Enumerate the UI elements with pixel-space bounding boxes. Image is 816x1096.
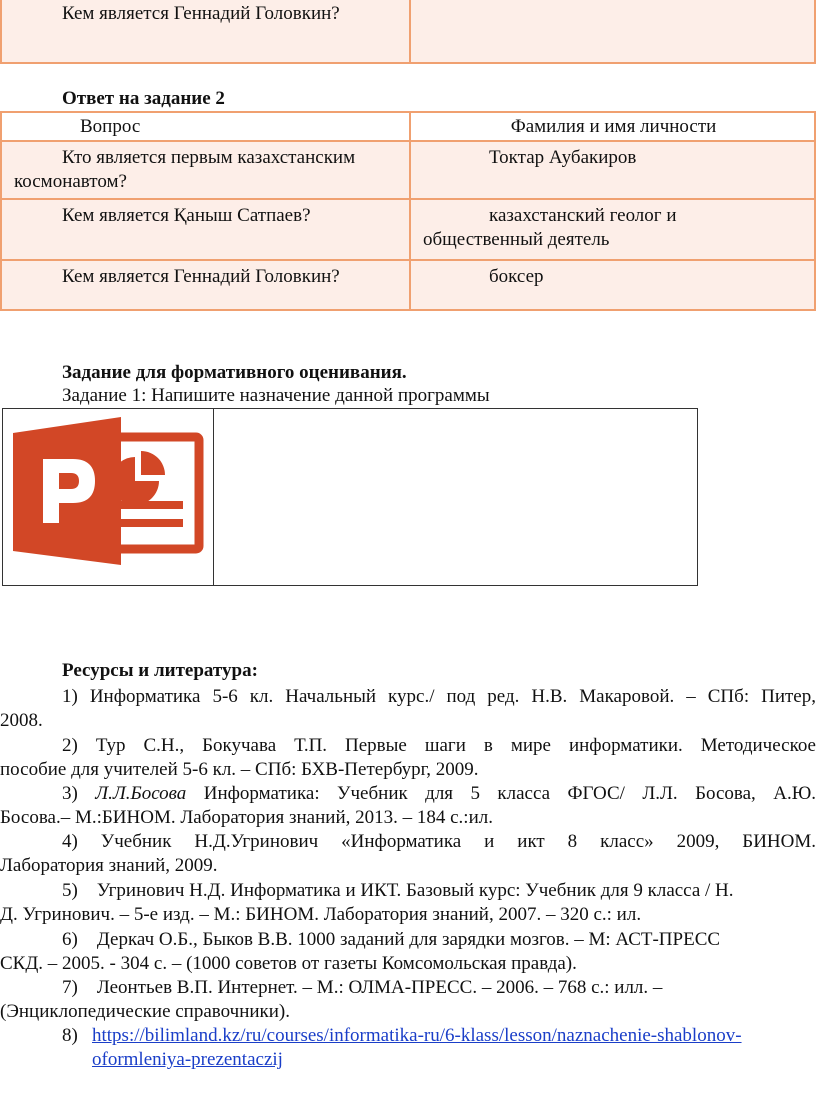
reference-item: 5) Угринович Н.Д. Информатика и ИКТ. Базовый курс: Учебник для 9 класса / Н. Д. Угринович. – 5-е изд. – М.: БИНОМ. Лаборатория знаний, 2007. – 320 с.: ил. [0, 880, 734, 925]
reference-item: 7) Леонтьев В.П. Интернет. – М.: ОЛМА-ПРЕСС. – 2006. – 768 с.: илл. – (Энциклопедические справочники). [0, 977, 663, 1022]
reference-item: 8) https://bilimland.kz/ru/courses/informatika-ru/6-klass/lesson/naznachenie-shablonov- oformleniya-prezentaczij [62, 1025, 742, 1070]
table-row [1, 0, 815, 63]
answer-cell [410, 0, 815, 63]
question-cell: Кто является первым казахстанским космонавтом? [1, 141, 410, 199]
answer-table [0, 111, 816, 311]
formative-heading: Задание для формативного оценивания. [62, 362, 407, 383]
table-row [1, 260, 815, 310]
powerpoint-logo-icon [9, 415, 209, 565]
table-header-row [1, 112, 815, 141]
answer-cell: боксер [410, 260, 815, 310]
table-row [1, 141, 815, 199]
question-table-top [0, 0, 816, 64]
bilimland-link[interactable]: https://bilimland.kz/ru/courses/informatika-ru/6-klass/lesson/naznachenie-shablonov- [92, 1025, 742, 1046]
header-question: Вопрос [1, 112, 410, 141]
question-cell: Кем является Геннадий Головкин? [1, 0, 410, 63]
header-answer: Фамилия и имя личности [410, 112, 815, 141]
question-cell: Кем является Геннадий Головкин? [1, 260, 410, 310]
reference-item: 4) Учебник Н.Д.Угринович «Информатика и икт 8 класс» 2009, БИНОМ. Лаборатория знаний, 2009. [0, 831, 816, 876]
question-cell: Кем является Қаныш Сатпаев? [1, 199, 410, 260]
reference-item: 6) Деркач О.Б., Быков В.В. 1000 заданий для зарядки мозгов. – М: АСТ-ПРЕСС СКД. – 2005. - 304 с. – (1000 советов от газеты Комсомольская правда). [0, 929, 721, 974]
program-logo-box [2, 408, 698, 586]
resources-heading: Ресурсы и литература: [62, 660, 258, 681]
answer2-heading: Ответ на задание 2 [62, 88, 225, 109]
answer-cell: Токтар Аубакиров [410, 141, 815, 199]
answer-cell: казахстанский геолог и общественный деятель [410, 199, 815, 260]
formative-task: Задание 1: Напишите назначение данной программы [62, 385, 490, 406]
box-divider [213, 409, 214, 585]
reference-item: 1) Информатика 5-6 кл. Начальный курс./ под ред. Н.В. Макаровой. – СПб: Питер, 2008. [0, 686, 816, 731]
bilimland-link-cont[interactable]: oformleniya-prezentaczij [92, 1049, 283, 1070]
author-name: Л.Л.Босова [95, 783, 187, 804]
reference-item: 2) Тур С.Н., Бокучава Т.П. Первые шаги в мире информатики. Методическое пособие для учителей 5-6 кл. – СПб: БХВ-Петербург, 2009. [0, 735, 816, 780]
reference-item: 3) Л.Л.Босова Информатика: Учебник для 5 класса ФГОС/ Л.Л. Босова, А.Ю. Босова.– М.:БИНОМ. Лаборатория знаний, 2013. – 184 с.:ил. [0, 783, 816, 828]
table-row [1, 199, 815, 260]
